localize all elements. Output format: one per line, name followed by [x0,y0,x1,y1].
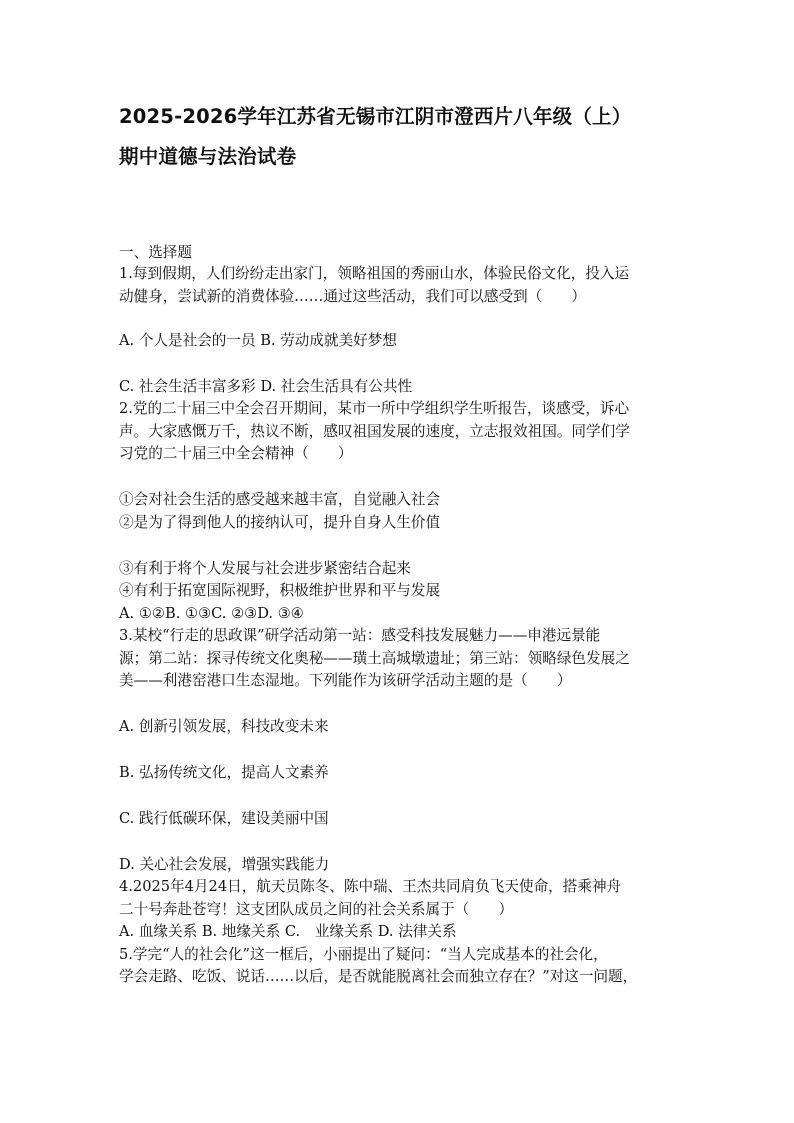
q3-option-c: C. 践行低碳环保，建设美丽中国 [119,810,329,827]
q2-text-line2: 声。大家感慨万千，热议不断，感叹祖国发展的速度，立志报效祖国。同学们学 [119,423,630,440]
q2-item-4: ④有利于拓宽国际视野，积极维护世界和平与发展 [119,582,441,599]
q3-option-b: B. 弘扬传统文化，提高人文素养 [119,764,329,781]
q1-options-ab: A. 个人是社会的一员 B. 劳动成就美好梦想 [119,332,397,349]
q1-text-line2: 动健身，尝试新的消费体验……通过这些活动，我们可以感受到（ ） [119,288,587,305]
q4-text-line1: 4.2025年4月24日，航天员陈冬、陈中瑞、王杰共同肩负飞天使命，搭乘神舟 [119,878,622,895]
q2-text-line1: 2.党的二十届三中全会召开期间，某市一所中学组织学生听报告，谈感受，诉心 [119,400,630,417]
q1-text-line1: 1.每到假期，人们纷纷走出家门，领略祖国的秀丽山水，体验民俗文化，投入运 [119,265,630,282]
q4-text-line2: 二十号奔赴苍穹！这支团队成员之间的社会关系属于（ ） [119,901,514,918]
q3-text-line3: 美——利港窑港口生态湿地。下列能作为该研学活动主题的是（ ） [119,672,572,689]
exam-title-line1: 2025-2026学年江苏省无锡市江阴市澄西片八年级（上） [119,105,632,128]
q3-option-a: A. 创新引领发展，科技改变未来 [119,718,329,735]
q2-item-2: ②是为了得到他人的接纳认可，提升自身人生价值 [119,514,441,531]
exam-title-line2: 期中道德与法治试卷 [119,145,297,168]
q3-text-line2: 源；第二站：探寻传统文化奥秘——璜土高城墩遗址；第三站：领略绿色发展之 [119,650,630,667]
q5-text-line2: 学会走路、吃饭、说话……以后，是否就能脱离社会而独立存在？”对这一问题， [119,968,638,985]
q5-text-line1: 5.学完“人的社会化”这一框后，小丽提出了疑问：“当人完成基本的社会化， [119,946,608,963]
q4-options: A. 血缘关系 B. 地缘关系 C. 业缘关系 D. 法律关系 [119,923,457,940]
q2-item-3: ③有利于将个人发展与社会进步紧密结合起来 [119,560,411,577]
q3-option-d: D. 关心社会发展，增强实践能力 [119,856,330,873]
q1-options-cd: C. 社会生活丰富多彩 D. 社会生活具有公共性 [119,378,413,395]
q2-item-1: ①会对社会生活的感受越来越丰富，自觉融入社会 [119,491,441,508]
q3-text-line1: 3.某校“行走的思政课”研学活动第一站：感受科技发展魅力——申港远景能 [119,627,601,644]
q2-options: A. ①②B. ①③C. ②③D. ③④ [119,605,304,622]
section-heading: 一、选择题 [119,244,192,261]
q2-text-line3: 习党的二十届三中全会精神（ ） [119,445,353,462]
